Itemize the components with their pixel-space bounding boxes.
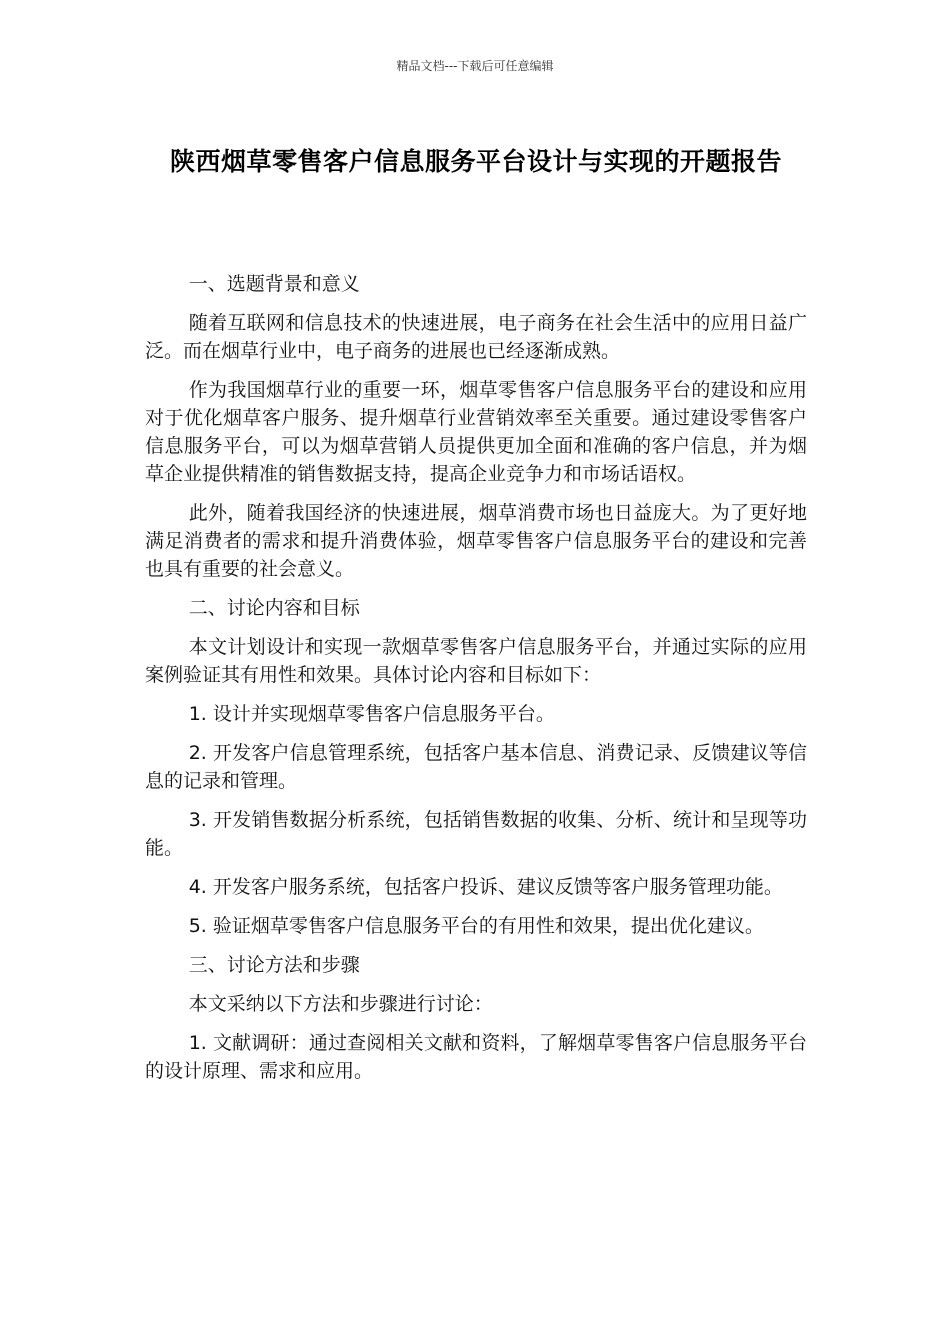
body-paragraph: 本文采纳以下方法和步骤进行讨论： [188,993,493,1015]
list-item: 3. 开发销售数据分析系统，包括销售数据的收集、分析、统计和呈现等功能。 [145,809,807,859]
section-heading-content-goals: 二、讨论内容和目标 [188,597,360,619]
body-paragraph: 此外，随着我国经济的快速进展，烟草消费市场也日益庞大。为了更好地满足消费者的需求和提升消费体验，烟草零售客户信息服务平台的建设和完善也具有重要的社会意义。 [145,502,807,580]
document-body [145,270,807,1096]
body-paragraph: 随着互联网和信息技术的快速进展，电子商务在社会生活中的应用日益广泛。而在烟草行业中，电子商务的进展也已经逐渐成熟。 [145,312,807,362]
section-heading-background: 一、选题背景和意义 [188,273,360,295]
list-item: 1. 设计并实现烟草零售客户信息服务平台。 [188,703,555,725]
section-heading-methods: 三、讨论方法和步骤 [188,954,360,976]
document-title: 陕西烟草零售客户信息服务平台设计与实现的开题报告 [169,147,782,176]
list-item: 5. 验证烟草零售客户信息服务平台的有用性和效果，提出优化建议。 [188,915,764,937]
list-item: 1. 文献调研：通过查阅相关文献和资料，了解烟草零售客户信息服务平台的设计原理、需求和应用。 [145,1032,807,1082]
list-item: 2. 开发客户信息管理系统，包括客户基本信息、消费记录、反馈建议等信息的记录和管理。 [145,742,807,792]
list-item: 4. 开发客户服务系统，包括客户投诉、建议反馈等客户服务管理功能。 [188,876,783,898]
header-note: 精品文档---下载后可任意编辑 [396,59,554,73]
body-paragraph: 本文计划设计和实现一款烟草零售客户信息服务平台，并通过实际的应用案例验证其有用性和效果。具体讨论内容和目标如下： [145,636,807,686]
body-paragraph: 作为我国烟草行业的重要一环，烟草零售客户信息服务平台的建设和应用对于优化烟草客户服务、提升烟草行业营销效率至关重要。通过建设零售客户信息服务平台，可以为烟草营销人员提供更加全面和准确的客户信息，并为烟草企业提供精准的销售数据支持，提高企业竞争力和市场话语权。 [145,379,807,485]
